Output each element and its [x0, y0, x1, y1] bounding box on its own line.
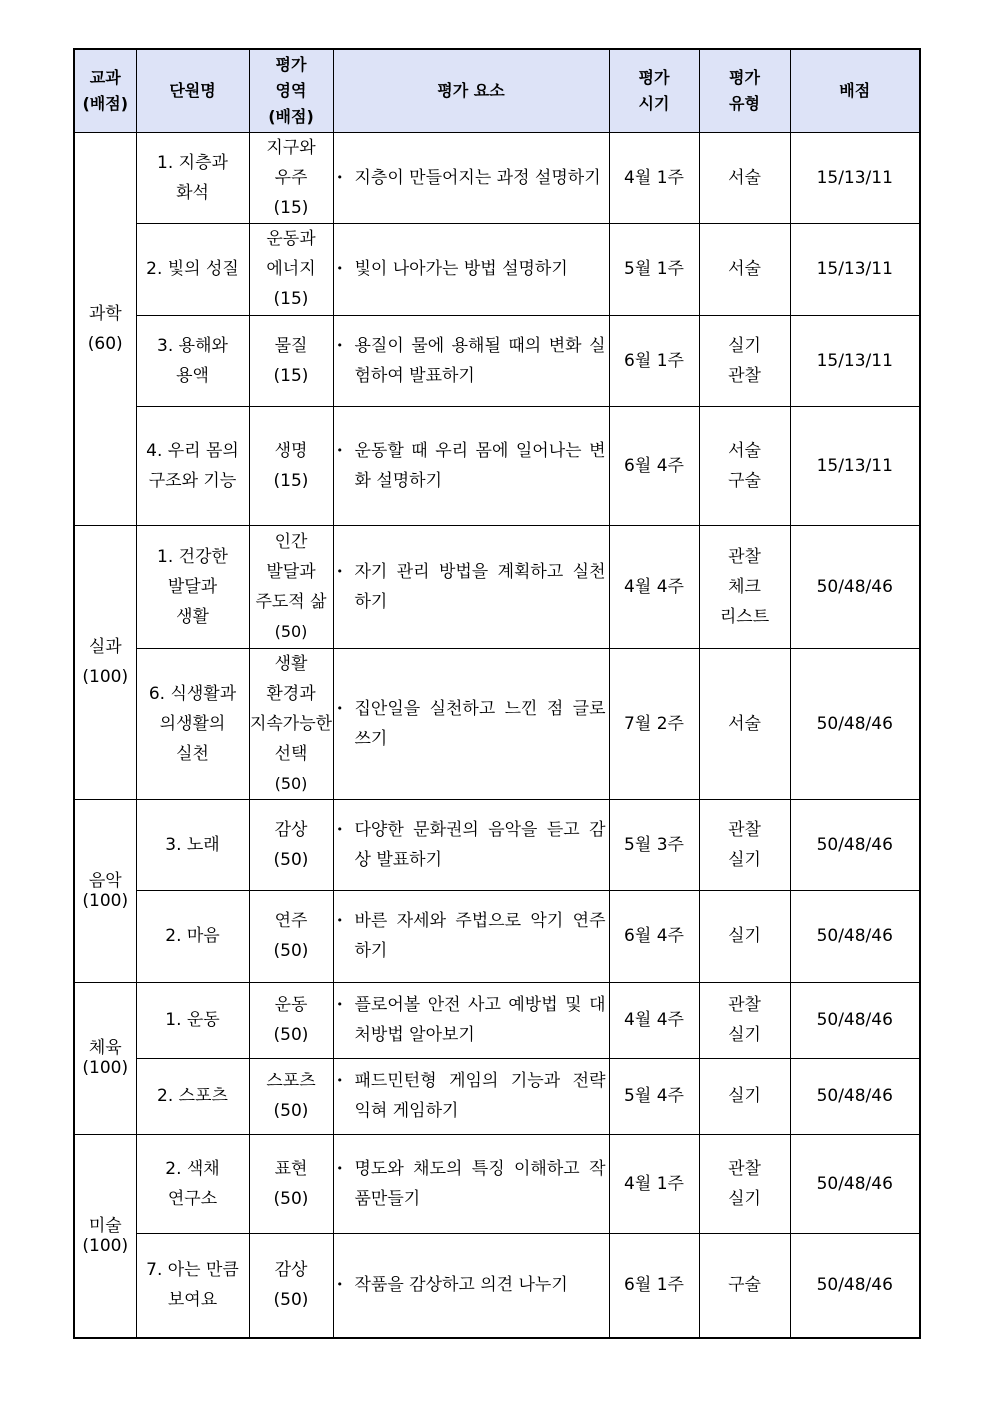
table-row — [74, 315, 920, 406]
bullet-icon: • — [336, 1074, 343, 1087]
score-cell: 50/48/46 — [790, 1058, 920, 1134]
period-cell: 5월 3주 — [609, 799, 699, 890]
score-cell: 50/48/46 — [790, 890, 920, 982]
table-row — [74, 132, 920, 223]
table-row — [74, 525, 920, 648]
element-cell: • 자기 관리 방법을 계획하고 실천하기 — [333, 525, 609, 648]
header-type: 평가 유형 — [699, 49, 790, 132]
table-row — [74, 648, 920, 799]
unit-cell: 1. 지층과 화석 — [136, 132, 249, 223]
score-cell: 15/13/11 — [790, 223, 920, 315]
subject-cell: 체육 (100) — [74, 982, 136, 1134]
area-cell: 생명 (15) — [249, 406, 333, 525]
bullet-icon: • — [336, 701, 343, 715]
subject-cell: 실과 (100) — [74, 525, 136, 799]
type-cell: 실기 — [699, 1058, 790, 1134]
period-cell: 4월 1주 — [609, 132, 699, 223]
header-period: 평가 시기 — [609, 49, 699, 132]
bullet-icon: • — [336, 1161, 343, 1175]
element-cell: • 용질이 물에 용해될 때의 변화 실험하여 발표하기 — [333, 315, 609, 406]
unit-cell: 4. 우리 몸의 구조와 기능 — [136, 406, 249, 525]
header-score: 배점 — [790, 49, 920, 132]
period-cell: 4월 1주 — [609, 1134, 699, 1233]
area-cell: 감상 (50) — [249, 799, 333, 890]
subject-cell: 음악 (100) — [74, 799, 136, 982]
element-cell: • 명도와 채도의 특징 이해하고 작품만들기 — [333, 1134, 609, 1233]
score-cell: 50/48/46 — [790, 525, 920, 648]
evaluation-table — [73, 48, 921, 1339]
type-cell: 관찰 실기 — [699, 1134, 790, 1233]
area-cell: 인간 발달과 주도적 삶 (50) — [249, 525, 333, 648]
area-cell: 생활 환경과 지속가능한 선택 (50) — [249, 648, 333, 799]
bullet-icon: • — [336, 1278, 343, 1292]
table-row — [74, 223, 920, 315]
score-cell: 15/13/11 — [790, 132, 920, 223]
bullet-icon: • — [336, 338, 343, 352]
header-element: 평가 요소 — [333, 49, 609, 132]
element-cell: • 지층이 만들어지는 과정 설명하기 — [333, 132, 609, 223]
bullet-icon: • — [336, 998, 343, 1011]
header-unit: 단원명 — [136, 49, 249, 132]
period-cell: 4월 4주 — [609, 525, 699, 648]
element-cell: • 빛이 나아가는 방법 설명하기 — [333, 223, 609, 315]
unit-cell: 3. 용해와 용액 — [136, 315, 249, 406]
table-row — [74, 406, 920, 525]
type-cell: 실기 관찰 — [699, 315, 790, 406]
area-cell: 운동 (50) — [249, 982, 333, 1058]
bullet-icon: • — [336, 914, 343, 927]
area-cell: 표현 (50) — [249, 1134, 333, 1233]
period-cell: 6월 4주 — [609, 406, 699, 525]
unit-cell: 2. 빛의 성질 — [136, 223, 249, 315]
bullet-icon: • — [336, 443, 343, 457]
period-cell: 6월 1주 — [609, 315, 699, 406]
type-cell: 구술 — [699, 1233, 790, 1338]
bullet-icon: • — [336, 822, 343, 836]
unit-cell: 2. 색채 연구소 — [136, 1134, 249, 1233]
table-row — [74, 1058, 920, 1134]
type-cell: 서술 — [699, 132, 790, 223]
element-cell: • 작품을 감상하고 의견 나누기 — [333, 1233, 609, 1338]
element-cell: • 바른 자세와 주법으로 악기 연주하기 — [333, 890, 609, 982]
table-row — [74, 890, 920, 982]
area-cell: 연주 (50) — [249, 890, 333, 982]
score-cell: 15/13/11 — [790, 315, 920, 406]
element-cell: • 운동할 때 우리 몸에 일어나는 변화 설명하기 — [333, 406, 609, 525]
unit-cell: 1. 운동 — [136, 982, 249, 1058]
period-cell: 5월 1주 — [609, 223, 699, 315]
type-cell: 관찰 체크 리스트 — [699, 525, 790, 648]
bullet-icon: • — [336, 262, 343, 275]
score-cell: 50/48/46 — [790, 648, 920, 799]
element-cell: • 플로어볼 안전 사고 예방법 및 대처방법 알아보기 — [333, 982, 609, 1058]
unit-cell: 2. 스포츠 — [136, 1058, 249, 1134]
score-cell: 50/48/46 — [790, 982, 920, 1058]
header-subject: 교과 (배점) — [74, 49, 136, 132]
score-cell: 50/48/46 — [790, 1134, 920, 1233]
element-cell: • 패드민턴형 게임의 기능과 전략 익혀 게임하기 — [333, 1058, 609, 1134]
period-cell: 7월 2주 — [609, 648, 699, 799]
table-row — [74, 1134, 920, 1233]
table-row — [74, 1233, 920, 1338]
unit-cell: 6. 식생활과 의생활의 실천 — [136, 648, 249, 799]
score-cell: 50/48/46 — [790, 1233, 920, 1338]
table-row — [74, 982, 920, 1058]
score-cell: 50/48/46 — [790, 799, 920, 890]
type-cell: 관찰 실기 — [699, 982, 790, 1058]
period-cell: 6월 4주 — [609, 890, 699, 982]
type-cell: 관찰 실기 — [699, 799, 790, 890]
type-cell: 실기 — [699, 890, 790, 982]
subject-cell: 과학 (60) — [74, 132, 136, 525]
period-cell: 4월 4주 — [609, 982, 699, 1058]
table-row — [74, 799, 920, 890]
unit-cell: 7. 아는 만큼 보여요 — [136, 1233, 249, 1338]
element-cell: • 집안일을 실천하고 느낀 점 글로 쓰기 — [333, 648, 609, 799]
type-cell: 서술 — [699, 648, 790, 799]
area-cell: 운동과 에너지 (15) — [249, 223, 333, 315]
area-cell: 물질 (15) — [249, 315, 333, 406]
unit-cell: 1. 건강한 발달과 생활 — [136, 525, 249, 648]
type-cell: 서술 — [699, 223, 790, 315]
element-cell: • 다양한 문화권의 음악을 듣고 감상 발표하기 — [333, 799, 609, 890]
type-cell: 서술 구술 — [699, 406, 790, 525]
subject-cell: 미술 (100) — [74, 1134, 136, 1338]
header-row — [74, 49, 920, 132]
period-cell: 6월 1주 — [609, 1233, 699, 1338]
unit-cell: 2. 마음 — [136, 890, 249, 982]
bullet-icon: • — [336, 564, 343, 578]
bullet-icon: • — [336, 170, 343, 184]
area-cell: 감상 (50) — [249, 1233, 333, 1338]
header-area: 평가 영역 (배점) — [249, 49, 333, 132]
score-cell: 15/13/11 — [790, 406, 920, 525]
area-cell: 스포츠 (50) — [249, 1058, 333, 1134]
period-cell: 5월 4주 — [609, 1058, 699, 1134]
area-cell: 지구와 우주 (15) — [249, 132, 333, 223]
unit-cell: 3. 노래 — [136, 799, 249, 890]
